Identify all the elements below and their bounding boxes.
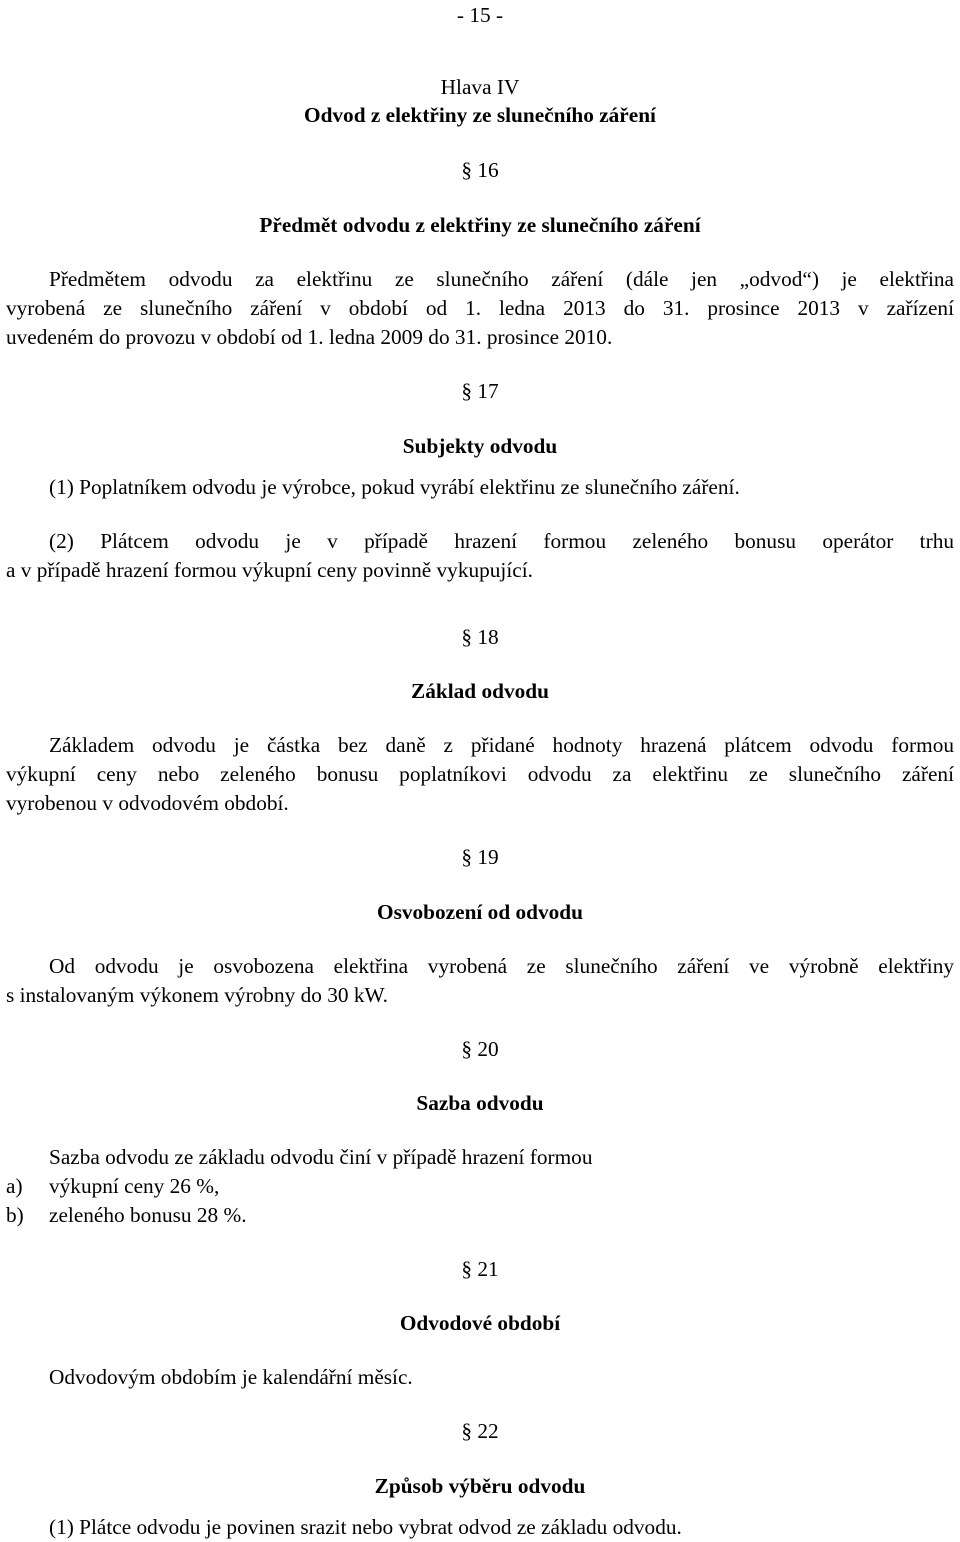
section-number-22: § 22 <box>461 1419 499 1443</box>
section-17-paragraph-1: (1) Poplatníkem odvodu je výrobce, pokud vyrábí elektřinu ze slunečního záření. <box>49 475 740 499</box>
section-number-16: § 16 <box>461 158 499 182</box>
section-22-text: (1) Plátce odvodu je povinen srazit nebo vybrat odvod ze základu odvodu. <box>49 1515 682 1539</box>
section-number-21: § 21 <box>461 1257 499 1281</box>
section-heading-19: Osvobození od odvodu <box>377 900 583 924</box>
section-number-20: § 20 <box>461 1037 499 1061</box>
section-18-line-2: výkupní ceny nebo zeleného bonusu poplatníkovi odvodu za elektřinu ze slunečního záření <box>6 762 954 786</box>
section-heading-20: Sazba odvodu <box>416 1091 544 1115</box>
list-item-label: b) <box>6 1203 24 1227</box>
section-17-paragraph-2-line-1: (2) Plátcem odvodu je v případě hrazení formou zeleného bonusu operátor trhu <box>49 529 954 553</box>
section-16-line-3: uvedeném do provozu v období od 1. ledna 2009 do 31. prosince 2010. <box>6 325 613 349</box>
page-number: - 15 - <box>456 3 504 27</box>
section-19-line-1: Od odvodu je osvobozena elektřina vyrobená ze slunečního záření ve výrobně elektřiny <box>49 954 954 978</box>
section-heading-16: Předmět odvodu z elektřiny ze slunečního záření <box>259 213 701 237</box>
section-heading-22: Způsob výběru odvodu <box>374 1474 586 1498</box>
section-16-line-2: vyrobená ze slunečního záření v období od 1. ledna 2013 do 31. prosince 2013 v zařízení <box>6 296 954 320</box>
section-20-intro: Sazba odvodu ze základu odvodu činí v případě hrazení formou <box>49 1145 593 1169</box>
section-18-line-1: Základem odvodu je částka bez daně z přidané hodnoty hrazená plátcem odvodu formou <box>49 733 954 757</box>
chapter-label: Hlava IV <box>440 75 520 99</box>
section-16-line-1: Předmětem odvodu za elektřinu ze slunečního záření (dále jen „odvod“) je elektřina <box>49 267 954 291</box>
list-item-text: výkupní ceny 26 %, <box>49 1174 220 1198</box>
section-heading-21: Odvodové období <box>399 1311 561 1335</box>
section-number-19: § 19 <box>461 845 499 869</box>
section-17-paragraph-2-line-2: a v případě hrazení formou výkupní ceny povinně vykupující. <box>6 558 533 582</box>
list-item-text: zeleného bonusu 28 %. <box>49 1203 247 1227</box>
section-number-18: § 18 <box>461 625 499 649</box>
section-heading-18: Základ odvodu <box>411 679 549 703</box>
section-heading-17: Subjekty odvodu <box>402 434 558 458</box>
section-19-line-2: s instalovaným výkonem výrobny do 30 kW. <box>6 983 388 1007</box>
section-number-17: § 17 <box>461 379 499 403</box>
chapter-title: Odvod z elektřiny ze slunečního záření <box>304 103 656 127</box>
list-item-label: a) <box>6 1174 23 1198</box>
section-18-line-3: vyrobenou v odvodovém období. <box>6 791 289 815</box>
section-21-text: Odvodovým obdobím je kalendářní měsíc. <box>49 1365 413 1389</box>
